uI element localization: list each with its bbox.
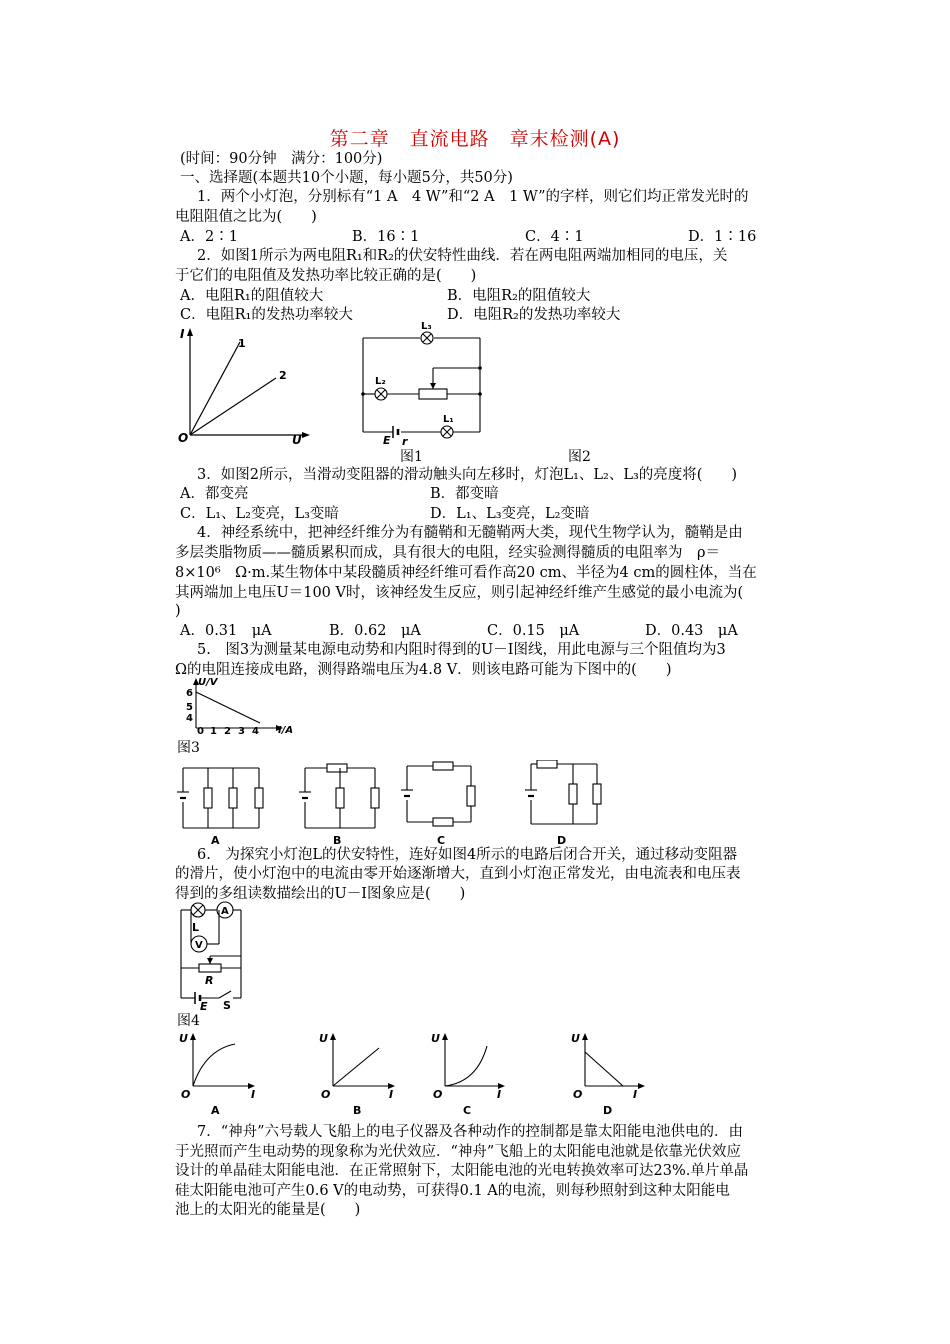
fig3-tick-y5: 5: [186, 702, 193, 713]
q4-option-c: C．0.15 μA: [487, 623, 580, 639]
q6-option-b-label: B: [353, 1104, 362, 1116]
fig1-caption: 图1: [400, 449, 423, 465]
q1-option-c: C．4∶1: [525, 229, 584, 245]
fig3-tick-x1: 1: [210, 726, 217, 737]
figure-3-ui-graph: [180, 676, 300, 738]
fig1-y-label: I: [180, 327, 185, 341]
q4-line1: 4．神经系统中，把神经纤维分为有髓鞘和无髓鞘两大类，现代生物学认为，髓鞘是由: [197, 525, 743, 541]
q7-line1: 7．“神舟”六号载人飞船上的电子仪器及各种动作的控制都是靠太阳能电池供电的．由: [197, 1124, 744, 1140]
q6c-origin: O: [433, 1088, 443, 1101]
fig1-origin: O: [178, 431, 189, 445]
q6-line1: 6. 为探究小灯泡L的伏安特性，连好如图4所示的电路后闭合开关，通过移动变阻器: [197, 847, 738, 863]
curve-1: [190, 342, 240, 435]
q3-option-c: C．L₁、L₂变亮，L₃变暗: [180, 506, 339, 522]
q6-option-d-label: D: [603, 1104, 613, 1116]
fig2-l2-label: L₂: [375, 376, 386, 387]
fig4-lamp-label: L: [192, 921, 200, 934]
q6b-x-label: I: [389, 1088, 394, 1101]
fig2-l3-label: L₃: [421, 321, 432, 332]
q2-line1: 2．如图1所示为两电阻R₁和R₂的伏安特性曲线．若在两电阻两端加相同的电压，关: [197, 248, 728, 264]
fig4-r-label: R: [205, 974, 214, 987]
figure-1-iu-graph: [172, 320, 312, 445]
q6a-x-label: I: [251, 1088, 256, 1101]
figure-4-circuit: [175, 898, 255, 1010]
q5-option-d-label: D: [557, 834, 567, 847]
fig3-y-label: U/V: [198, 677, 218, 688]
q7-line3: 设计的单晶硅太阳能电池．在正常照射下，太阳能电池的光电转换效率可达23%.单片单晶: [175, 1163, 749, 1179]
q6c-x-label: I: [497, 1088, 502, 1101]
q6c-y-label: U: [431, 1032, 440, 1045]
q5-line2: Ω的电阻连接成电路，测得路端电压为4.8 V．则该电路可能为下图中的( ): [175, 662, 672, 678]
q5-option-circuits: [175, 760, 615, 848]
q6-option-c-label: C: [463, 1104, 472, 1116]
q2-option-d: D．电阻R₂的发热功率较大: [447, 307, 621, 323]
fig3-tick-y4: 4: [186, 713, 193, 724]
q4-line5: ): [175, 603, 181, 619]
q6a-origin: O: [181, 1088, 191, 1101]
fig2-l1-label: L₁: [443, 414, 454, 425]
q6-option-graphs: [175, 1028, 645, 1116]
curve-2: [190, 378, 276, 435]
q2-line2: 于它们的电阻值及发热功率比较正确的是( ): [175, 268, 477, 284]
q4-option-a: A．0.31 μA: [180, 623, 272, 639]
q6-line2: 的滑片，使小灯泡中的电流由零开始逐渐增大，直到小灯泡正常发光，由电流表和电压表: [175, 866, 741, 882]
q1-option-b: B．16∶1: [352, 229, 420, 245]
fig3-caption: 图3: [177, 740, 200, 756]
q6a-y-label: U: [179, 1032, 188, 1045]
q4-line4: 其两端加上电压U＝100 V时，该神经发生反应，则引起神经纤维产生感觉的最小电流为(: [175, 585, 744, 601]
fig3-tick-y6: 6: [186, 688, 193, 699]
q6b-y-label: U: [319, 1032, 328, 1045]
q2-option-a: A．电阻R₁的阻值较大: [180, 288, 324, 304]
q3-option-a: A．都变亮: [180, 486, 249, 502]
q5-option-c-label: C: [437, 834, 446, 847]
fig4-e-label: E: [200, 1000, 208, 1010]
fig3-tick-x0: 0: [197, 726, 204, 737]
fig3-tick-x2: 2: [224, 726, 231, 737]
fig3-tick-x3: 3: [238, 726, 245, 737]
fig3-line: [196, 692, 260, 723]
q3-line1: 3．如图2所示，当滑动变阻器的滑动触头向左移时，灯泡L₁、L₂、L₃的亮度将( ): [197, 467, 738, 483]
fig1-x-label: U: [292, 433, 302, 445]
fig4-ammeter-label: A: [221, 906, 229, 917]
fig3-tick-x4: 4: [252, 726, 259, 737]
q5-line1: 5. 图3为测量某电源电动势和内阻时得到的U－I图线，用此电源与三个阻值均为3: [197, 642, 726, 658]
fig3-x-label: I/A: [278, 725, 294, 736]
q7-line5: 池上的太阳光的能量是( ): [175, 1202, 361, 1218]
q3-option-d: D．L₁、L₃变亮，L₂变暗: [430, 506, 590, 522]
fig4-s-label: S: [223, 999, 231, 1010]
q1-option-a: A．2∶1: [180, 229, 238, 245]
q4-option-b: B．0.62 μA: [329, 623, 421, 639]
figure-2-circuit: [355, 318, 490, 448]
q6d-y-label: U: [571, 1032, 580, 1045]
fig2-caption: 图2: [568, 449, 591, 465]
fig1-curve1-label: 1: [238, 337, 246, 350]
fig2-r-label: r: [402, 435, 408, 448]
q7-line2: 于光照而产生电动势的现象称为光伏效应．“神舟”飞船上的太阳能电池就是依靠光伏效应: [175, 1144, 741, 1160]
q2-option-c: C．电阻R₁的发热功率较大: [180, 307, 353, 323]
q6-option-a-label: A: [211, 1104, 220, 1116]
q6-line3: 得到的多组读数描绘出的U－I图象应是( ): [175, 886, 466, 902]
q3-option-b: B．都变暗: [430, 486, 499, 502]
q1-line1: 1．两个小灯泡，分别标有“1 A 4 W”和“2 A 1 W”的字样，则它们均正常发光时的: [197, 189, 749, 205]
q7-line4: 硅太阳能电池可产生0.6 V的电动势，可获得0.1 A的电流，则每秒照射到这种太阳能电: [175, 1183, 730, 1199]
page-title: 第二章 直流电路 章末检测(A): [329, 128, 621, 150]
section-heading: 一、选择题(本题共10个小题，每小题5分，共50分): [180, 170, 513, 186]
q5-option-b-label: B: [333, 834, 342, 847]
fig4-caption: 图4: [177, 1013, 200, 1029]
q6b-origin: O: [321, 1088, 331, 1101]
q6d-origin: O: [573, 1088, 583, 1101]
fig4-voltmeter-label: V: [195, 940, 203, 951]
q6d-x-label: I: [633, 1088, 638, 1101]
q4-line2: 多层类脂物质——髓质累积而成，具有很大的电阻，经实验测得髓质的电阻率为 ρ＝: [175, 545, 721, 561]
q4-option-d: D．0.43 μA: [645, 623, 738, 639]
fig1-curve2-label: 2: [279, 369, 287, 382]
q5-option-a-label: A: [211, 834, 220, 847]
q1-option-d: D．1∶16: [688, 229, 757, 245]
q4-line3: 8×10⁶ Ω·m.某生物体中某段髓质神经纤维可看作高20 cm、半径为4 cm的圆柱体，当在: [175, 565, 757, 581]
fig2-e-label: E: [383, 434, 391, 447]
q1-line2: 电阻阻值之比为( ): [175, 209, 317, 225]
exam-meta: (时间：90分钟 满分：100分): [180, 151, 383, 167]
q2-option-b: B．电阻R₂的阻值较大: [447, 288, 591, 304]
